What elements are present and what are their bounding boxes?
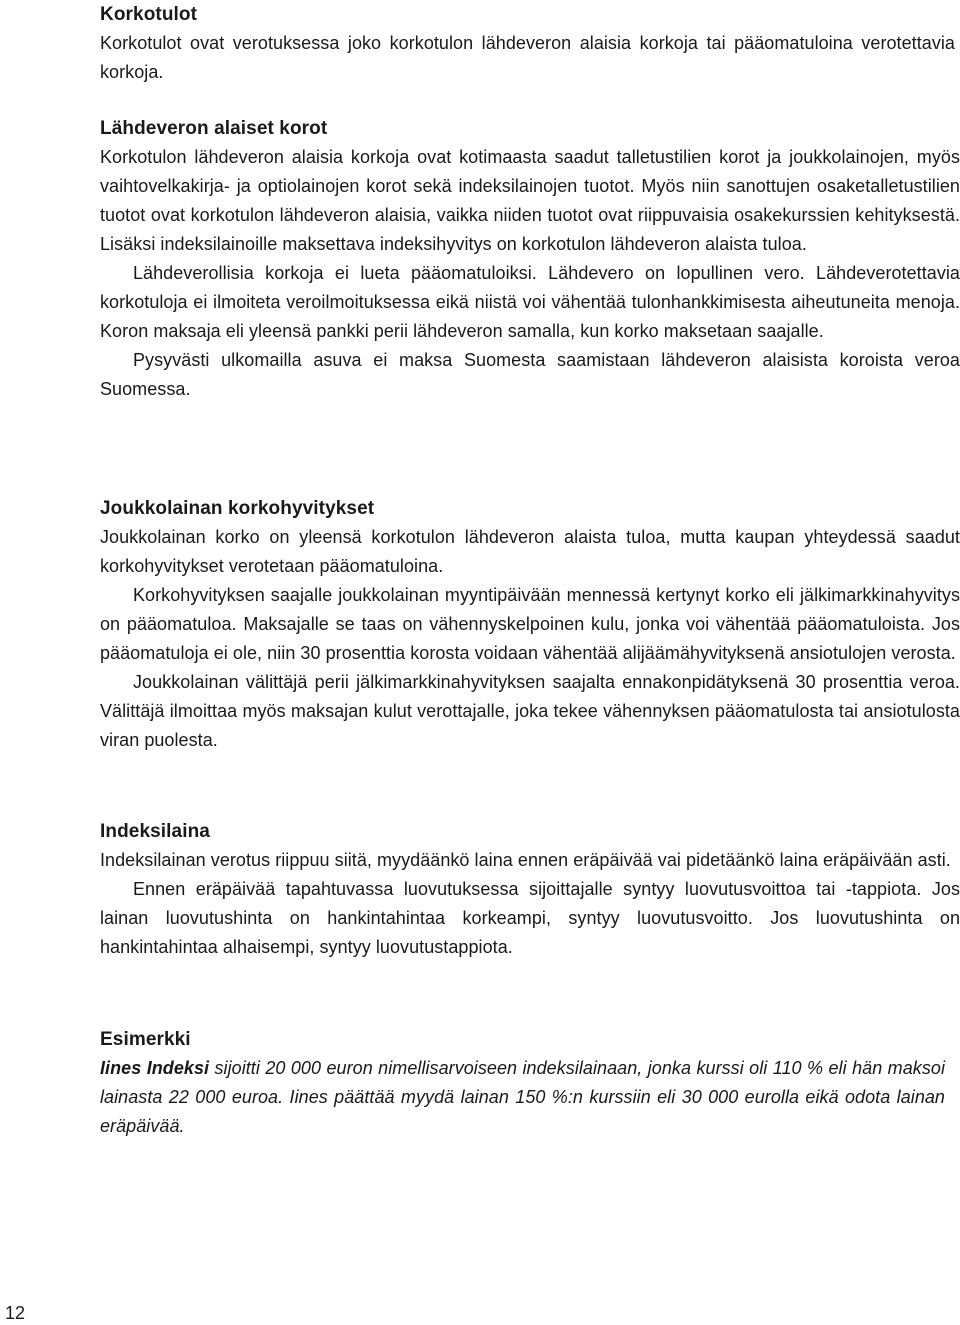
example-paragraph: [100, 1054, 945, 1141]
section-heading: Joukkolainan korkohyvitykset: [100, 498, 375, 519]
paragraph: Pysyvästi ulkomailla asuva ei maksa Suomesta saamistaan lähdeveron alaisista koroista veroa Suomessa.: [100, 350, 960, 399]
section-korkotulot: [100, 0, 960, 87]
section-lahdeveron-alaiset-korot: [100, 114, 960, 404]
paragraph: Joukkolainan korko on yleensä korkotulon lähdeveron alaista tuloa, mutta kaupan yhteydessä saadut korkohyvitykset verotetaan pääomatuloina.: [100, 527, 960, 576]
section-heading: Indeksilaina: [100, 821, 210, 842]
section-joukkolainan-korkohyvitykset: [100, 494, 960, 755]
example-name: Iines Indeksi: [100, 1058, 210, 1078]
section-heading: Korkotulot: [100, 4, 198, 25]
section-indeksilaina: [100, 817, 960, 962]
section-heading: Lähdeveron alaiset korot: [100, 118, 328, 139]
example-text: sijoitti 20 000 euron nimellisarvoiseen indeksilainaan, jonka kurssi oli 110 % eli hän maksoi lainasta 22 000 euroa. Iines päättää myydä lainan 150 %:n kurssiin eli 30 000 eurolla eikä odota lainan eräpäivää.: [100, 1058, 945, 1136]
paragraph: Lähdeverollisia korkoja ei lueta pääomatuloiksi. Lähdevero on lopullinen vero. Lähdeverotettavia korkotuloja ei ilmoiteta veroilmoituksessa eikä niistä voi vähentää tulonhankkimisesta aiheutuneita menoja. Koron maksaja eli yleensä pankki perii lähdeveron samalla, kun korko maksetaan saajalle.: [100, 263, 960, 341]
paragraph: Joukkolainan välittäjä perii jälkimarkkinahyvityksen saajalta ennakonpidätyksenä 30 prosenttia veroa. Välittäjä ilmoittaa myös maksajan kulut verottajalle, joka tekee vähennyksen pääomatulosta tai ansiotulosta viran puolesta.: [100, 672, 960, 750]
paragraph: Korkohyvityksen saajalle joukkolainan myyntipäivään mennessä kertynyt korko eli jälkimarkkinahyvitys on pääomatuloa. Maksajalle se taas on vähennyskelpoinen kulu, jonka voi vähentää pääomatuloista. Jos pääomatuloja ei ole, niin 30 prosenttia korosta voidaan vähentää alijäämähyvityksenä ansiotulojen verosta.: [100, 585, 960, 663]
section-heading: Esimerkki: [100, 1029, 191, 1050]
section-esimerkki: [100, 1025, 960, 1141]
paragraph: Korkotulot ovat verotuksessa joko korkotulon lähdeveron alaisia korkoja tai pääomatuloina verotettavia korkoja.: [100, 33, 955, 82]
paragraph: Korkotulon lähdeveron alaisia korkoja ovat kotimaasta saadut talletustilien korot ja joukkolainojen, myös vaihtovelkakirja- ja optiolainojen korot sekä indeksilainojen tuotot. Myös niin sanottujen osaketalletustilien tuotot ovat korkotulon lähdeveron alaisia, vaikka niiden tuotot ovat riippuvaisia osakekurssien kehityksestä. Lisäksi indeksilainoille maksettava indeksihyvitys on korkotulon lähdeveron alaista tuloa.: [100, 147, 960, 254]
paragraph: Ennen eräpäivää tapahtuvassa luovutuksessa sijoittajalle syntyy luovutusvoittoa tai -tappiota. Jos lainan luovutushinta on hankintahintaa korkeampi, syntyy luovutusvoitto. Jos luovutushinta on hankintahintaa alhaisempi, syntyy luovutustappiota.: [100, 879, 960, 957]
page-number: 12: [5, 1303, 26, 1323]
paragraph: Indeksilainan verotus riippuu siitä, myydäänkö laina ennen eräpäivää vai pidetäänkö laina eräpäivään asti.: [100, 850, 951, 870]
